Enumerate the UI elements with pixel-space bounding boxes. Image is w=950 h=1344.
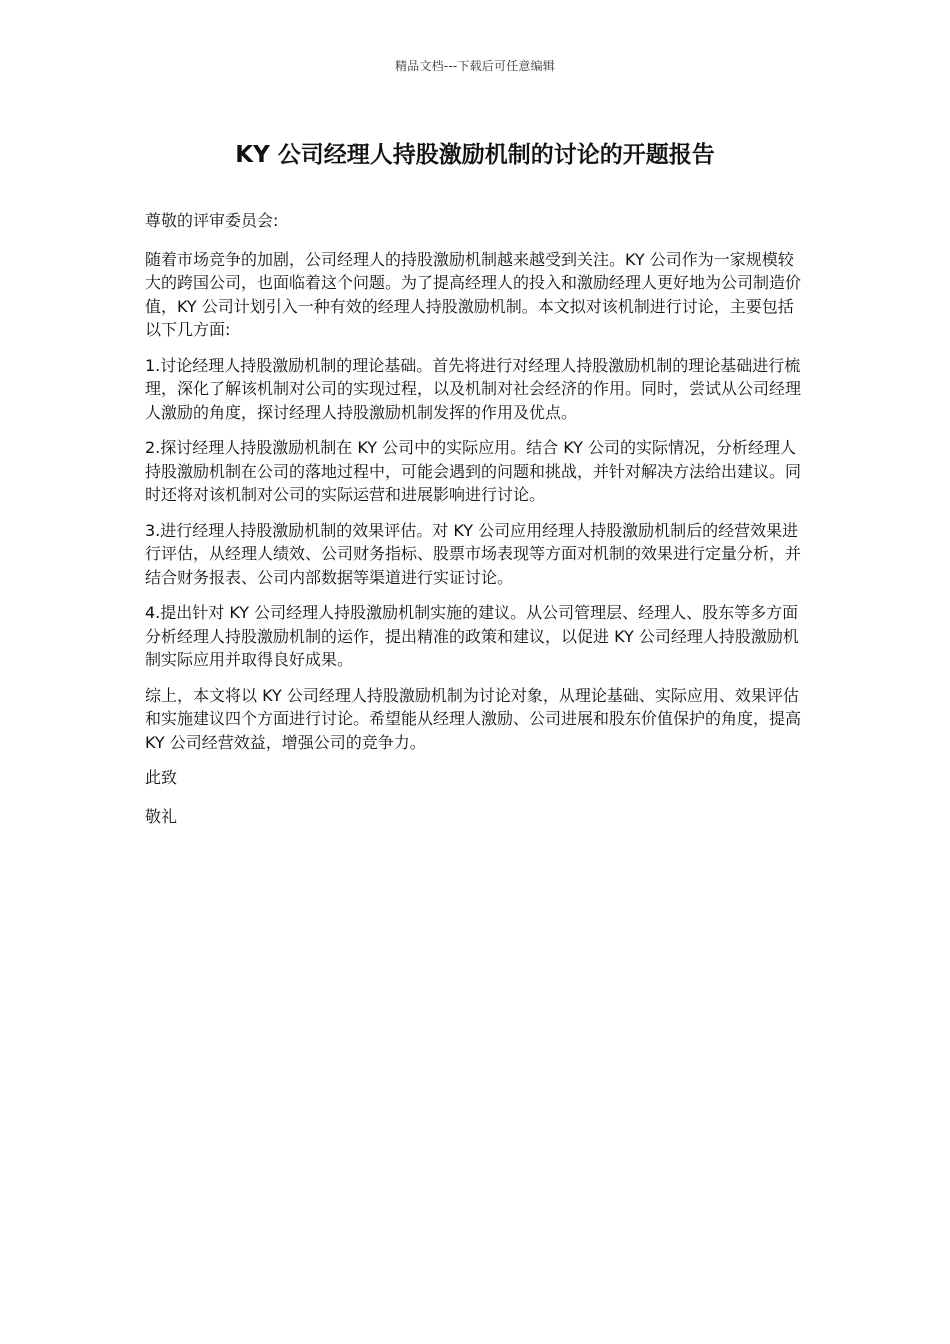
paragraph-point-1: 1.讨论经理人持股激励机制的理论基础。首先将进行对经理人持股激励机制的理论基础进行梳理，深化了解该机制对公司的实现过程，以及机制对社会经济的作用。同时，尝试从公司经理人激励的角度，探讨经理人持股激励机制发挥的作用及优点。 bbox=[145, 355, 802, 422]
closing-line-2: 敬礼 bbox=[145, 806, 178, 826]
paragraph-point-2: 2.探讨经理人持股激励机制在 KY 公司中的实际应用。结合 KY 公司的实际情况，分析经理人持股激励机制在公司的落地过程中，可能会遇到的问题和挑战，并针对解决方法给出建议。同时还将对该机制对公司的实际运营和进展影响进行讨论。 bbox=[145, 438, 802, 504]
paragraph-intro: 随着市场竞争的加剧，公司经理人的持股激励机制越来越受到关注。KY 公司作为一家规模较大的跨国公司，也面临着这个问题。为了提高经理人的投入和激励经理人更好地为公司制造价值，KY 公司计划引入一种有效的经理人持股激励机制。本文拟对该机制进行讨论，主要包括以下几方面: bbox=[145, 249, 802, 339]
closing-line-1: 此致 bbox=[145, 768, 178, 787]
paragraph-summary: 综上，本文将以 KY 公司经理人持股激励机制为讨论对象，从理论基础、实际应用、效果评估和实施建议四个方面进行讨论。希望能从经理人激励、公司进展和股东价值保护的角度，提高 KY 公司经营效益，增强公司的竞争力。 bbox=[145, 685, 802, 752]
document-title: KY 公司经理人持股激励机制的讨论的开题报告 bbox=[235, 142, 715, 168]
salutation: 尊敬的评审委员会: bbox=[145, 211, 279, 230]
document-body bbox=[145, 209, 809, 840]
paragraph-point-3: 3.进行经理人持股激励机制的效果评估。对 KY 公司应用经理人持股激励机制后的经营效果进行评估，从经理人绩效、公司财务指标、股票市场表现等方面对机制的效果进行定量分析，并结合财务报表、公司内部数据等渠道进行实证讨论。 bbox=[145, 520, 802, 587]
header-note: 精品文档---下载后可任意编辑 bbox=[395, 59, 555, 73]
paragraph-point-4: 4.提出针对 KY 公司经理人持股激励机制实施的建议。从公司管理层、经理人、股东等多方面分析经理人持股激励机制的运作，提出精准的政策和建议，以促进 KY 公司经理人持股激励机制实际应用并取得良好成果。 bbox=[145, 603, 799, 669]
